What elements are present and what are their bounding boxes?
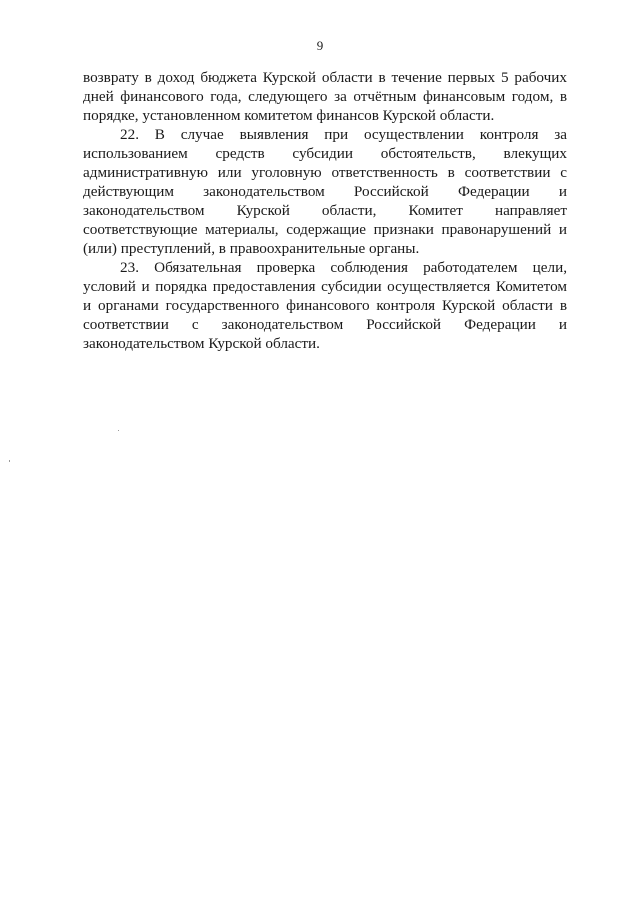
page-number: 9: [316, 38, 324, 53]
scan-speck: [118, 430, 119, 431]
paragraph-clause-22: 22. В случае выявления при осуществлении контроля за использованием средств субсидии обстоятельств, влекущих административную или уголовную ответственность в соответствии с действующим законодательством Российской Федерации и законодательством Курской области, Комитет направляет соответствующие материалы, содержащие признаки правонарушений и (или) преступлений, в правоохранительные органы.: [83, 126, 567, 257]
document-body: [83, 68, 567, 353]
scan-speck: [9, 460, 10, 462]
paragraph-clause-23: 23. Обязательная проверка соблюдения работодателем цели, условий и порядка предоставления субсидии осуществляется Комитетом и органами государственного финансового контроля Курской области в соответствии с законодательством Российской Федерации и законодательством Курской области.: [83, 259, 567, 352]
paragraph-continuation: возврату в доход бюджета Курской области в течение первых 5 рабочих дней финансового года, следующего за отчётным финансовым годом, в порядке, установленном комитетом финансов Курской области.: [83, 69, 567, 124]
